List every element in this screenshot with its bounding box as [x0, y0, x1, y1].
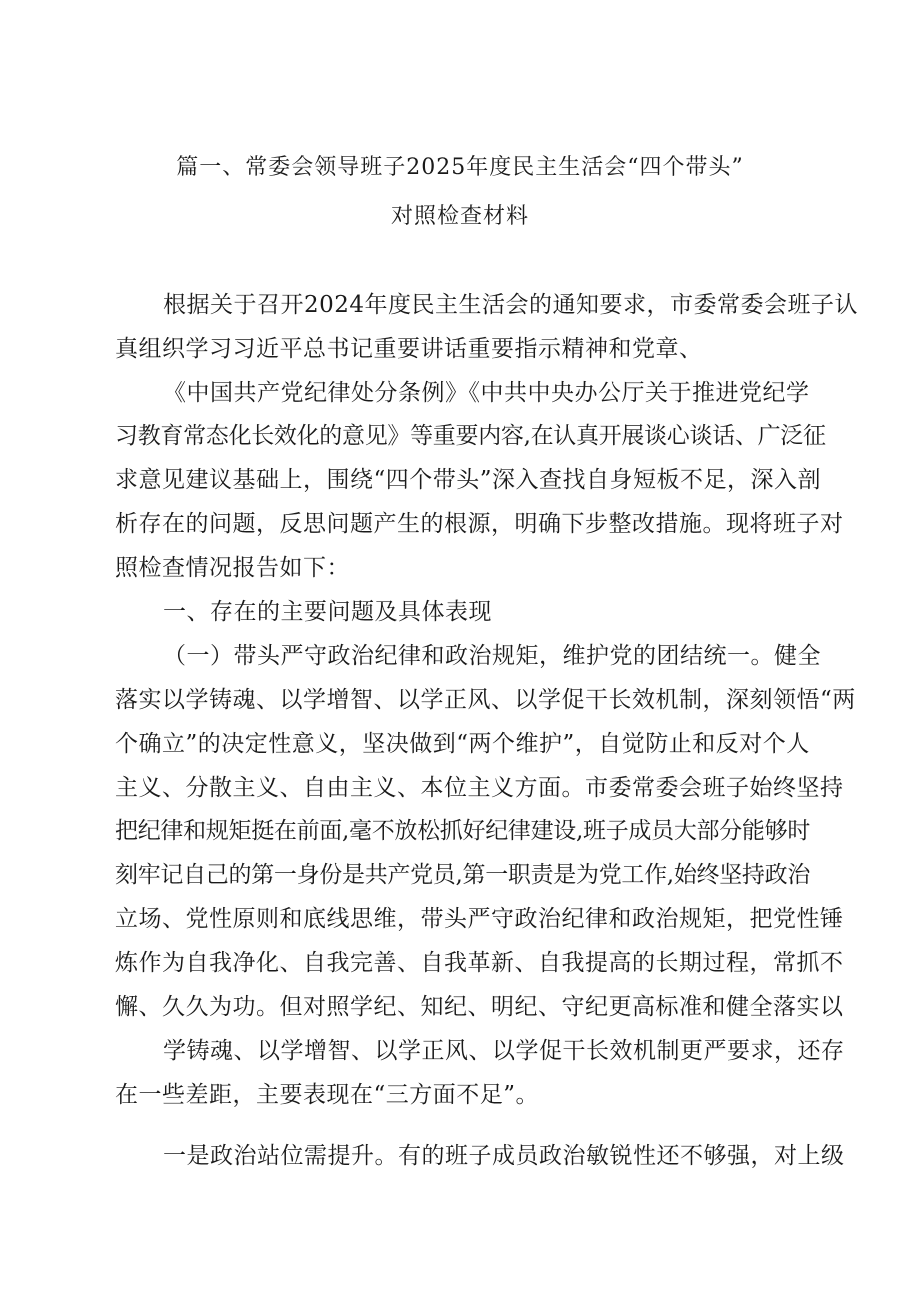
body-line: 照检查情况报告如下： — [115, 555, 350, 581]
body-line: 习教育常态化长效化的意见》等重要内容,在认真开展谈心谈话、广泛征 — [115, 423, 826, 449]
body-line: 根据关于召开2024年度民主生活会的通知要求，市委常委会班子认 — [163, 292, 859, 318]
document-title-line-1: 篇一、常委会领导班子2025年度民主生活会“四个带头” — [176, 155, 744, 180]
document-title-line-2: 对照检查材料 — [390, 204, 529, 229]
body-line: 真组织学习习近平总书记重要讲话重要指示精神和党章、 — [115, 336, 703, 362]
body-line: 刻牢记自己的第一身份是共产党员,第一职责是为党工作,始终坚持政治 — [115, 862, 811, 888]
body-line: 一是政治站位需提升。有的班子成员政治敏锐性还不够强，对上级 — [163, 1143, 845, 1169]
body-line: 个确立”的决定性意义，坚决做到“两个维护”，自觉防止和反对个人 — [115, 731, 810, 757]
body-line: 懈、久久为功。但对照学纪、知纪、明纪、守纪更高标准和健全落实以 — [115, 994, 844, 1020]
body-line: 立场、党性原则和底线思维，带头严守政治纪律和政治规矩，把党性锤 — [115, 906, 844, 932]
body-line: 学铸魂、以学增智、以学正风、以学促干长效机制更严要求，还存 — [163, 1038, 845, 1064]
body-line: 把纪律和规矩挺在前面,毫不放松抓好纪律建设,班子成员大部分能够时 — [115, 818, 811, 844]
body-line: 求意见建议基础上，围绕“四个带头”深入查找自身短板不足，深入剖 — [115, 467, 822, 493]
subsection-heading: （一）带头严守政治纪律和政治规矩，维护党的团结统一。健全 — [163, 643, 821, 669]
body-line: 落实以学铸魂、以学增智、以学正风、以学促干长效机制，深刻领悟“两 — [115, 687, 856, 713]
section-heading: 一、存在的主要问题及具体表现 — [163, 599, 492, 625]
body-line: 析存在的问题，反思问题产生的根源，明确下步整改措施。现将班子对 — [115, 511, 844, 537]
body-line: 《中国共产党纪律处分条例》《中共中央办公厅关于推进党纪学 — [163, 380, 810, 406]
body-line: 主义、分散主义、自由主义、本位主义方面。市委常委会班子始终坚持 — [115, 775, 844, 801]
body-line: 在一些差距，主要表现在“三方面不足”。 — [115, 1082, 540, 1108]
body-line: 炼作为自我净化、自我完善、自我革新、自我提高的长期过程，常抓不 — [115, 950, 844, 976]
